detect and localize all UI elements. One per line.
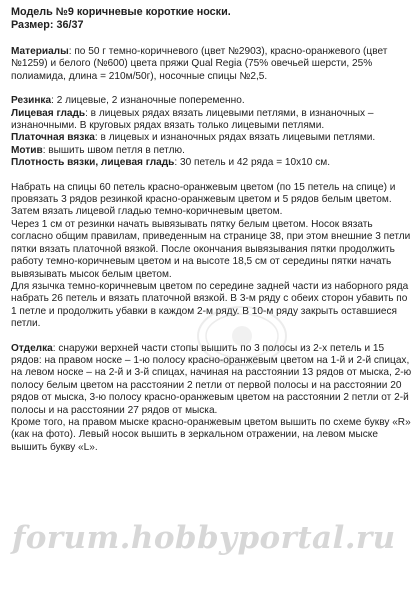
materials-paragraph (11, 46, 413, 83)
rib-paragraph (11, 95, 413, 107)
finishing-label: Отделка (11, 342, 53, 354)
gauge-paragraph (11, 157, 413, 169)
finishing-extra-paragraph: Кроме того, на правом мыске красно-оранжевым цветом вышить по схеме букву «R» (как на фото). Левый носок вышить в зеркальном отражении, на левом мыске вышить букву «L». (11, 416, 411, 453)
stockinette-paragraph (11, 108, 413, 133)
document-size: Размер: 36/37 (11, 19, 84, 31)
stockinette-label: Лицевая гладь (11, 107, 86, 119)
gauge-label: Плотность вязки, лицевая гладь (11, 157, 175, 169)
garter-text: : в лицевых и изнаночных рядах вязать лицевыми петлями. (94, 132, 376, 144)
rib-text: : 2 лицевые, 2 изнаночные попеременно. (51, 95, 245, 107)
rib-label: Резинка (11, 95, 52, 107)
document-body (11, 6, 413, 454)
spacer (11, 83, 413, 95)
gauge-text: : 30 петель и 42 ряда = 10х10 см. (174, 157, 331, 169)
finishing-text: : снаружи верхней части стопы вышить по 3 полосы из 2-х петель и 15 рядов: на правом носке – 1-ю полосу красно-оранжевым цветом на 1-й и 2-й спицах, на левом носке – на 2-й и 3-й спицах, начиная на расстоянии 13 рядов от мыска, 2-ю полосу белым цветом на расстоянии 2 петли от первой полосы и на расстоянии 20 рядов от мыска, 3-ю полосу красно-оранжевым цветом на расстоянии 2 петли от 2-й полосы и на расстоянии 27 рядов от мыска. (11, 342, 412, 416)
garter-paragraph (11, 132, 413, 144)
garter-label: Платочная вязка (11, 132, 95, 144)
motif-paragraph (11, 145, 413, 157)
materials-label: Материалы (11, 46, 69, 57)
materials-text: : по 50 г темно-коричневого (цвет №2903), красно-оранжевого (цвет №1259) и белого (№600) цвета пряжи Qual Regia (75% овечьей шерсти, 25% полиамида, длина = 210м/50г), носочные спицы №2,5. (11, 46, 388, 82)
stockinette-text: : в лицевых рядах вязать лицевыми петлями, в изнаночных – изнаночными. В круговых рядах вязать только лицевыми петлями. (11, 107, 374, 132)
instructions-paragraph-3: Для язычка темно-коричневым цветом по середине задней части из наборного ряда набрать 26 петель и вязать платочной вязкой. В 3-м ряду с обеих сторон убавить по 1 петле и продолжить убавки в каждом 2-м ряду. В 10-м ряду закрыть оставшиеся петли. (11, 280, 409, 330)
instructions-paragraph-1: Набрать на спицы 60 петель красно-оранжевым цветом (по 15 петель на спице) и провязать 3 рядов резинкой красно-оранжевым цветом и 5 рядов белым цветом. Затем вязать лицевой гладью темно-коричневым цветом. (11, 181, 396, 218)
document-title: Модель №9 коричневые короткие носки. (11, 6, 231, 18)
motif-label: Мотив (11, 144, 43, 156)
watermark: forum.hobbyportal.ru (12, 520, 396, 556)
instructions-paragraph-2: Через 1 см от резинки начать вывязывать пятку белым цветом. Носок вязать согласно общим правилам, приведенным на странице 38, при этом внешние 3 петли пятки вязать платочной вязкой. После окончания вывязывания пятки продолжить работу темно-коричневым цветом и на высоте 18,5 см от середины пятки начать вывязывать мысок белым цветом. (11, 218, 411, 280)
motif-text: : вышить швом петля в петлю. (42, 144, 185, 156)
hobbyportal-seal-icon (196, 305, 288, 367)
spacer (11, 170, 413, 182)
